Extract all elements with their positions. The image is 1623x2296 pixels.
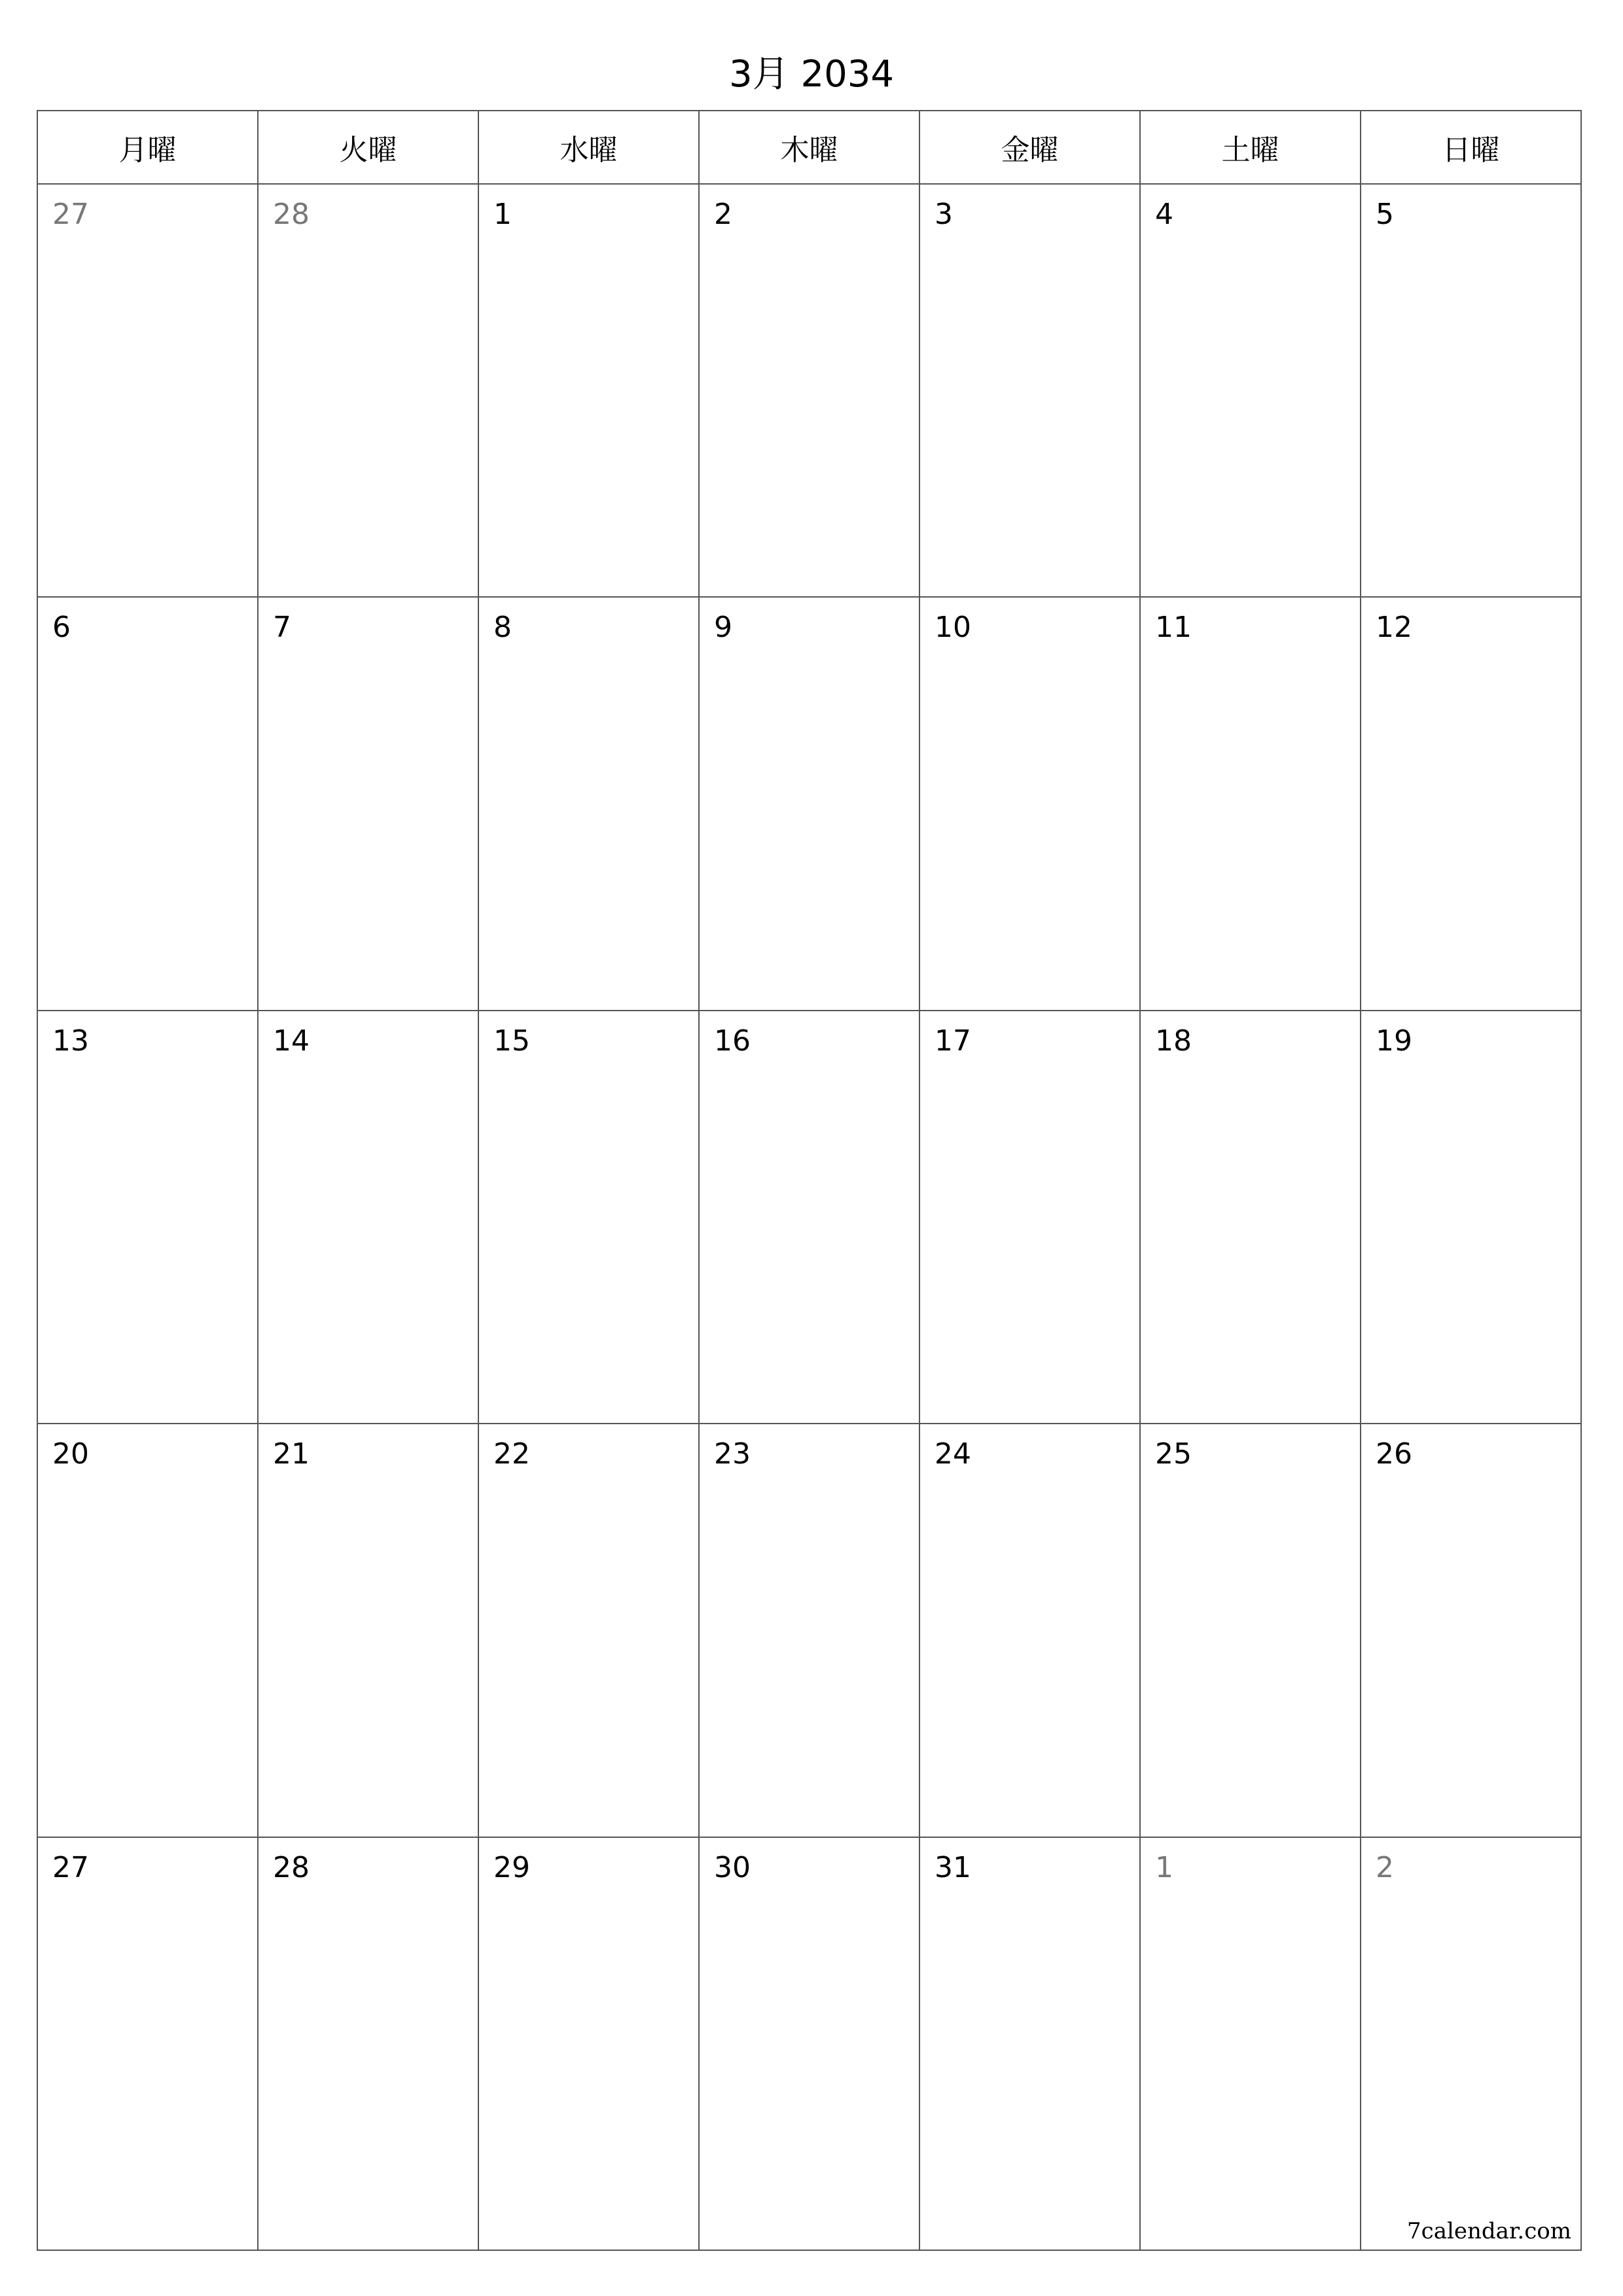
day-cell [1141,1424,1361,1837]
day-cell [1141,1011,1361,1424]
day-number: 16 [714,1024,751,1058]
day-number: 4 [1155,198,1173,231]
day-number: 5 [1376,198,1394,231]
day-cell [1361,1011,1582,1424]
day-cell [700,1011,920,1424]
day-number: 30 [714,1850,751,1884]
day-cell [38,598,259,1011]
day-number: 13 [52,1024,89,1058]
day-number: 18 [1155,1024,1192,1058]
day-cell [1141,1838,1361,2251]
day-number: 8 [493,611,512,645]
day-cell [259,598,479,1011]
weekday-header-tuesday: 火曜 [259,111,479,185]
weekday-header-wednesday: 水曜 [479,111,700,185]
day-cell [259,1424,479,1837]
day-number: 23 [714,1437,751,1471]
day-cell [700,1424,920,1837]
day-cell [920,598,1141,1011]
day-cell [38,1011,259,1424]
day-cell [38,185,259,598]
day-cell [920,185,1141,598]
day-number: 20 [52,1437,89,1471]
day-number: 10 [935,611,971,645]
day-cell [1361,185,1582,598]
day-number: 17 [935,1024,971,1058]
day-cell [1361,1838,1582,2251]
day-number: 29 [493,1850,530,1884]
day-cell [259,1838,479,2251]
weekday-header-saturday: 土曜 [1141,111,1361,185]
day-number: 21 [273,1437,310,1471]
day-number: 28 [273,198,310,231]
day-number: 19 [1376,1024,1412,1058]
day-number: 9 [714,611,732,645]
day-cell [920,1838,1141,2251]
day-cell [259,1011,479,1424]
day-cell [479,185,700,598]
day-cell [1361,598,1582,1011]
day-cell [479,1838,700,2251]
day-number: 14 [273,1024,310,1058]
day-number: 24 [935,1437,971,1471]
day-cell [700,1838,920,2251]
day-number: 1 [493,198,512,231]
day-number: 7 [273,611,291,645]
day-cell [38,1424,259,1837]
day-number: 27 [52,198,89,231]
page-title: 3月 2034 [729,53,894,96]
day-cell [38,1838,259,2251]
day-number: 11 [1155,611,1192,645]
day-cell [1361,1424,1582,1837]
day-number: 2 [714,198,732,231]
day-number: 27 [52,1850,89,1884]
weekday-header-monday: 月曜 [38,111,259,185]
day-cell [479,1424,700,1837]
day-cell [259,185,479,598]
day-number: 22 [493,1437,530,1471]
day-number: 3 [935,198,953,231]
day-number: 31 [935,1850,971,1884]
calendar-grid [37,110,1582,2251]
day-number: 28 [273,1850,310,1884]
day-number: 26 [1376,1437,1412,1471]
day-cell [920,1011,1141,1424]
day-number: 15 [493,1024,530,1058]
day-cell [920,1424,1141,1837]
day-number: 25 [1155,1437,1192,1471]
day-number: 2 [1376,1850,1394,1884]
day-cell [479,1011,700,1424]
day-cell [1141,185,1361,598]
weekday-header-thursday: 木曜 [700,111,920,185]
day-cell [479,598,700,1011]
day-number: 12 [1376,611,1412,645]
day-number: 6 [52,611,71,645]
weekday-header-sunday: 日曜 [1361,111,1582,185]
watermark: 7calendar.com [1407,2218,1571,2244]
day-cell [700,598,920,1011]
day-cell [1141,598,1361,1011]
day-number: 1 [1155,1850,1173,1884]
weekday-header-friday: 金曜 [920,111,1141,185]
day-cell [700,185,920,598]
